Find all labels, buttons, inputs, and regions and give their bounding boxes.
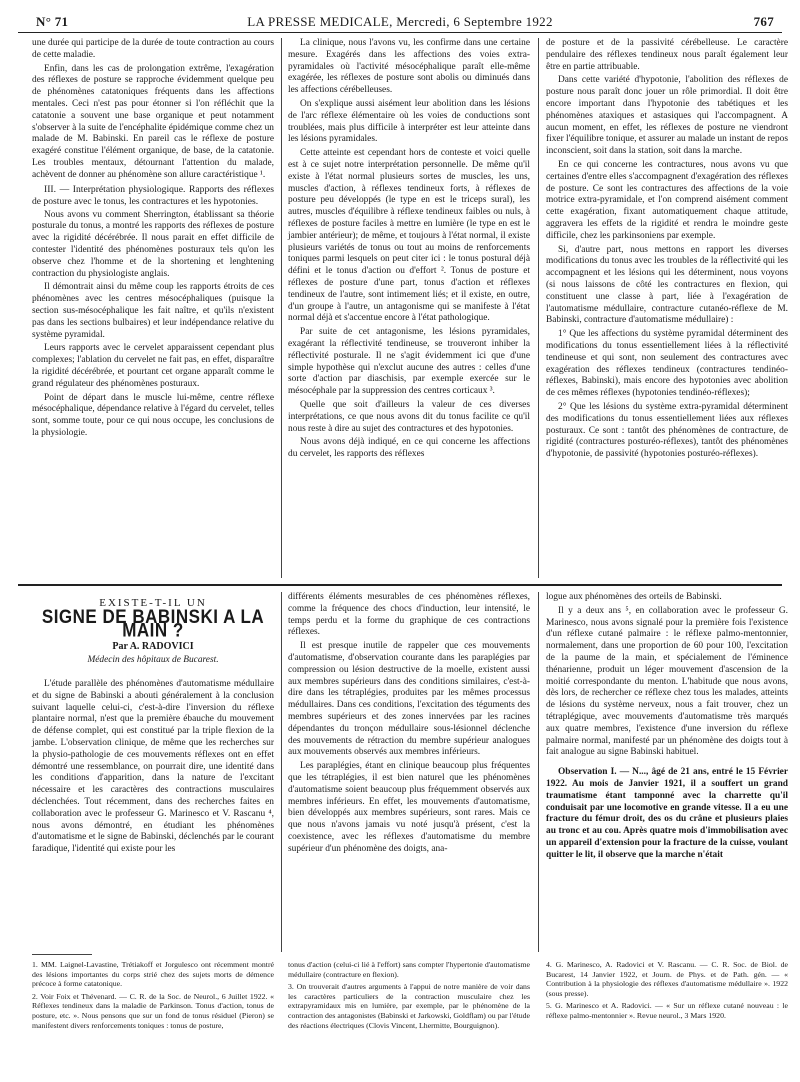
top-column-2 [288,38,530,463]
paragraph: Nous avons déjà indiqué, en ce qui concerne les affections du cervelet, les rapports des réflexes [288,437,530,460]
article-kicker: EXISTE-T-IL UN [99,597,207,609]
observation-paragraph [546,767,788,861]
footnotes-column-2 [288,960,530,1033]
paragraph: Il est presque inutile de rappeler que ces mouvements d'automatisme, d'observation courante dans les paraplégies par compression ou lésion destructive de la moelle, existent aussi aux membres supérieurs dans des conditions similaires, c'est-à-dire dans les tétraplégies, produites par les mêmes processus médullaires. Dans ces conditions, l'excitation des téguments des membres supérieurs et des zones innervées par les racines dépendantes du tronçon médullaire sous-lésionnel déclenche des mouvements de rétraction du membre supérieur analogues aux mouvements observés aux membres inférieurs. [288,641,530,758]
article-separator [18,584,782,586]
paragraph: Leurs rapports avec le cervelet apparaissent cependant plus complexes; l'ablation du cervelet ne fait pas, en effet, disparaître la rigidité décérébrée, et pourtant cet organe apparaît comme le grand régulateur des phénomènes posturaux. [32,343,274,389]
paragraph: Il démontrait ainsi du même coup les rapports étroits de ces phénomènes avec les centres mésocéphaliques (puisque la section sus-mésocéphalique les fait naître, et qu'ils n'existent pas dans les sections bulbaires) et leur indépendance relative du système pyramidal. [32,282,274,340]
footnote: tonus d'action (celui-ci lié à l'effort) sans compter l'hypertonie d'automatisme médullaire (contracture en flexion). [288,960,530,979]
column-divider [538,38,539,578]
page-number: 767 [753,14,774,29]
paragraph: une durée qui participe de la durée de toute contraction au cours de cette maladie. [32,38,274,60]
paragraph: Si, d'autre part, nous mettons en rapport les diverses modifications du tonus avec les troubles de la réflectivité qui les accompagnent et les lésions qui les déterminent, nous voyons (si nous laissons de côté les contractures en flexion, qui constituent une classe à part, liée à l'exagération de l'automatisme médullaire, contracture cutanéo-réflexe de M. Babinski, contracture d'automatisme médullaire) : [546,244,788,326]
footnote: 2. Voir Foix et Thévenard. — C. R. de la Soc. de Neurol., 6 Juillet 1922. « Réflexes tendineux dans la maladie de Parkinson. Tonus d'action, tonus de posture, etc. ». Nous pensons que sur un fond de tonus résiduel (Pieron) se manifestent divers renforcements toniques : tonus de posture, [32,991,274,1030]
paragraph: 2° Que les lésions du système extra-pyramidal déterminent des modifications du tonus essentiellement liées aux réflexes posturaux. Ce sont : tantôt des phénomènes de contracture, de rigidité (contractures posturéo-réflexes), tantôt des phénomènes d'hypotonie, de passivité (hypotonies posturéo-réflexes). [546,401,788,460]
column-divider [538,592,539,952]
running-header [18,12,782,33]
issue-number: N° 71 [36,14,69,29]
author-affiliation: Médecin des hôpitaux de Bucarest. [87,655,219,666]
paragraph: Il y a deux ans ⁵, en collaboration avec le professeur G. Marinesco, nous avons signalé pour la première fois l'existence d'un réflexe cutané palmaire : le réflexe palmo-mentonnier, normalement, dans une proportion de 60 pour 100, l'excitation de la paume de la main, et spécialement de l'éminence thénarienne, produit un léger mouvement d'ascension de la moitié correspondante du menton. L'habitude que nous avons, dès lors, de rechercher ce réflexe chez tous les malades, atteints de lésions du système nerveux, nous a fait trouver, chez un tétraplégique, avec mouvements d'automatisme très marqués aux quatre membres, l'existence d'une inversion du réflexe palmaire normal, manifesté par un phénomène des doigts tout à fait analogue au signe Babinski habituel. [546,605,788,758]
article-title: SIGNE DE BABINSKI A LA MAIN ? [41,605,265,641]
top-column-3 [546,38,788,463]
paragraph: Cette atteinte est cependant hors de conteste et voici quelle est à ce sujet notre interprétation personnelle. De même qu'il existe à l'état normal plusieurs sortes de muscles, les uns, muscles d'action, à réflexes tendineux forts, à réflexes de posture peu développés (le type en est le triceps sural), les autres, muscles d'équilibre à réflexe tendineux faibles ou nuls, à réflexes de posture faciles à mettre en lumière (le type en est le jambier antérieur); de même, et toujours à l'état normal, il existe plusieurs variétés de tonus ou tout au moins de renforcements toniques parmi lesquels on peut citer ici : le tonus postural déjà défini et le tonus d'action ou d'effort ². Tonus de posture et réflexes de posture d'une part, tonus d'action et réflexes tendineux de l'autre, sont intimement liés; et il existe, en outre, d'un groupe à l'autre, un antagonisme qui se manifeste à l'état normal déjà et s'accentue encore à l'état pathologique. [288,148,530,324]
bottom-column-3 [546,592,788,864]
column-divider [281,592,282,952]
footnotes-column-3 [546,960,788,1024]
paragraph: La clinique, nous l'avons vu, les confirme dans une certaine mesure. Exagérés dans les affections des voies extra-pyramidales où l'activité mésocéphalique paraît elle-même exagérée, les réflexes de posture sont abolis ou diminués dans les affections cérébelleuses. [288,38,530,96]
article-continued [18,38,788,578]
journal-title: LA PRESSE MEDICALE, Mercredi, 6 Septembre 1922 [247,14,553,29]
paragraph: L'étude parallèle des phénomènes d'automatisme médullaire et du signe de Babinski a abouti généralement à la conclusion suivant laquelle celui-ci, c'est-à-dire l'inversion du réflexe plantaire normal, n'est que la première ébauche du mouvement de défense complet, qui est constitué par la triple flexion de la jambe. L'observation clinique, de même que les recherches sur la physio-pathologie de ces mouvements réflexes ont en effet démontré une ressemblance, on pourrait dire, une identité dans les conditions d'apparition, dans la nature de l'excitant nécessaire et les caractères des contractions musculaires déclenchées. Tout récemment, dans des recherches faites en collaboration avec le professeur G. Marinesco et V. Rascanu ⁴, nous avons démontré, en étudiant les phénomènes d'automatisme et le signe de Babinski, déclenchés par le courant faradique, l'identité qui existe pour les [32,678,274,855]
journal-page [18,12,788,1072]
paragraph: de posture et de la passivité cérébelleuse. Le caractère pendulaire des réflexes tendineux nous paraît également leur être en partie attribuable. [546,38,788,72]
paragraph: 1° Que les affections du système pyramidal déterminent des modifications du tonus essentiellement liées à la réflectivité tendineuse et qui sont, non seulement des contractures avec exagération des réflexes tendineux (contractures tendinéo-réflexes, Babinski), mais encore des hypotonies avec abolition de ces mêmes réflexes (hypotonies tendinéo-réflexes); [546,329,788,399]
top-column-1 [32,38,274,442]
footnotes-column-1 [32,960,274,1033]
paragraph: Les paraplégies, étant en clinique beaucoup plus fréquentes que les tétraplégies, il est bien naturel que les phénomènes d'automatisme soient beaucoup plus fréquemment observés aux membres inférieurs. En effet, les mouvements d'automatisme, bien développés aux membres supérieurs, sont rares. Mais ce que nous n'avons jamais vu noté jusqu'à présent, c'est la coexistence, avec les réflexes d'automatisme du membre supérieur d'un phénomène des doigts, ana- [288,761,530,854]
paragraph: Enfin, dans les cas de prolongation extrême, l'exagération des réflexes de posture se rapproche évidemment quelque peu de phénomènes catatoniques fréquents dans les affections mentales. Ceci n'est pas pour étonner si l'on réfléchit que la catatonie a souvent une base organique et peut notamment s'observer à la suite de l'encéphalite épidémique comme chez un malade de M. Babinski. En pareil cas le réflexe de posture exagéré constitue l'élément organique, de base, de la catatonie. Les troubles mentaux, détournant l'attention du malade, achèvent de donner au phénomène son allure caractéristique ¹. [32,63,274,180]
observation-label: Observation I. [558,767,617,778]
paragraph: logue aux phénomènes des orteils de Babinski. [546,592,722,602]
column-divider [281,38,282,578]
section-heading: III. — Interprétation physiologique. Rapports des réflexes de posture avec le tonus, les contractures et les hypotonies. [32,183,274,207]
footnote: 4. G. Marinesco, A. Radovici et V. Rascanu. — C. R. Soc. de Biol. de Bucarest, 14 Janvier 1922, et Journ. de Phys. et de Path. gén. — « Contribution à la physiologie des réflexes d'automatisme médullaire ». 1922 (sous presse). [546,960,788,998]
footnote-rule [32,954,92,955]
footnote: 3. On trouverait d'autres arguments à l'appui de notre manière de voir dans les caractères particuliers de la contraction musculaire chez les extrapyramidaux mis en lumière, par exemple, par le phénomène de la contraction des antagonistes (Babinski et Jarkowski, Goldflam) ou par l'étude des réactions électriques (Clovis Vincent, Lhermitte, Bourguignon). [288,982,530,1030]
footnote: 1. MM. Laignel-Lavastine, Trétiakoff et Jorgulesco ont récemment montré des lésions importantes du corps strié chez des sujets morts de démence précoce à forme catatonique. [32,960,274,989]
footnote: 5. G. Marinesco et A. Radovici. — « Sur un réflexe cutané nouveau : le réflexe palmo-mentonnier ». Revue neurol., 3 Mars 1920. [546,1001,788,1020]
paragraph: Nous avons vu comment Sherrington, établissant sa théorie posturale du tonus, a montré les rapports des réflexes de posture avec la rigidité décérébrée. Il nous parait en effet difficile de contester l'identité des phénomènes posturaux tels qu'on les observe chez l'homme et de la shortening et lenghtening contraction du physiologiste anglais. [32,209,274,279]
paragraph: En ce qui concerne les contractures, nous avons vu que certaines d'entre elles s'accompagnent d'exagération des réflexes de posture. Ce sont les contractures des affections de la voie motrice extra-pyramidale, et l'on comprend aisément comment cette exagération, fixant automatiquement chaque attitude, aggravera les effets de la rigidité et rendra le moindre geste difficile, chez les parkinsoniens par exemple. [546,159,788,241]
observation-text: — N..., âgé de 21 ans, entré le 15 Février 1922. Au mois de Janvier 1921, il a souffert un grand traumatisme étant tamponné avec la charrette qu'il conduisait par une locomotive en grande vitesse. Il a eu une fracture du fémur droit, des os du crâne et plusieurs plaies au tronc et au cou. Après quatre mois d'immobilisation avec un appareil d'extension pour la fracture de la cuisse, voulant quitter le lit, il observe que la marche n'était [546,767,788,860]
paragraph: Quelle que soit d'ailleurs la valeur de ces diverses interprétations, ce que nous avons dit du tonus facilite ce qu'il nous reste à dire au sujet des contractures et des hypotonies. [288,399,530,434]
paragraph: Par suite de cet antagonisme, les lésions pyramidales, exagérant la réflectivité tendineuse, se trouveront inhiber la réflectivité posturale. Il ne s'agit évidemment ici que d'une simple hypothèse qui n'exclut aucune des autres : celles d'une sorte d'action par diaschisis, par exemple exercée sur le mésocéphale par la suppression des centres corticaux ³. [288,327,530,397]
paragraph: Dans cette variété d'hypotonie, l'abolition des réflexes de posture nous paraît donc jouer un rôle primordial. Il doit être encore important dans l'hypotonie des tabétiques et les phénomènes ataxiques et astasiques qui l'accompagnent. A aucun moment, en effet, les réflexes de posture ne viendront fixer l'équilibre tonique, et assurer au malade un instant de repos inconscient, soit dans la station, soit dans la marche. [546,75,788,157]
bottom-column-2 [288,592,530,858]
paragraph: On s'explique aussi aisément leur abolition dans les lésions de l'arc réflexe élémentaire où les voies de conductions sont troublées, mais plus difficile à interpréter est leur atteinte dans les lésions pyramidales. [288,98,530,145]
paragraph: différents éléments mesurables de ces phénomènes réflexes, comme la fréquence des chocs d'induction, leur intensité, le temps perdu et la forme du graphique de ces contractions réflexes. [288,592,530,638]
article-babinski [18,592,788,952]
paragraph: Point de départ dans le muscle lui-même, centre réflexe mésocéphalique, dépendance relative à l'égard du cervelet, telles sont, somme toute, pour ce qui nous occupe, les conclusions de la physiologie. [32,392,274,438]
article-author: Par A. RADOVICI [112,641,194,653]
bottom-column-1 [32,592,274,858]
